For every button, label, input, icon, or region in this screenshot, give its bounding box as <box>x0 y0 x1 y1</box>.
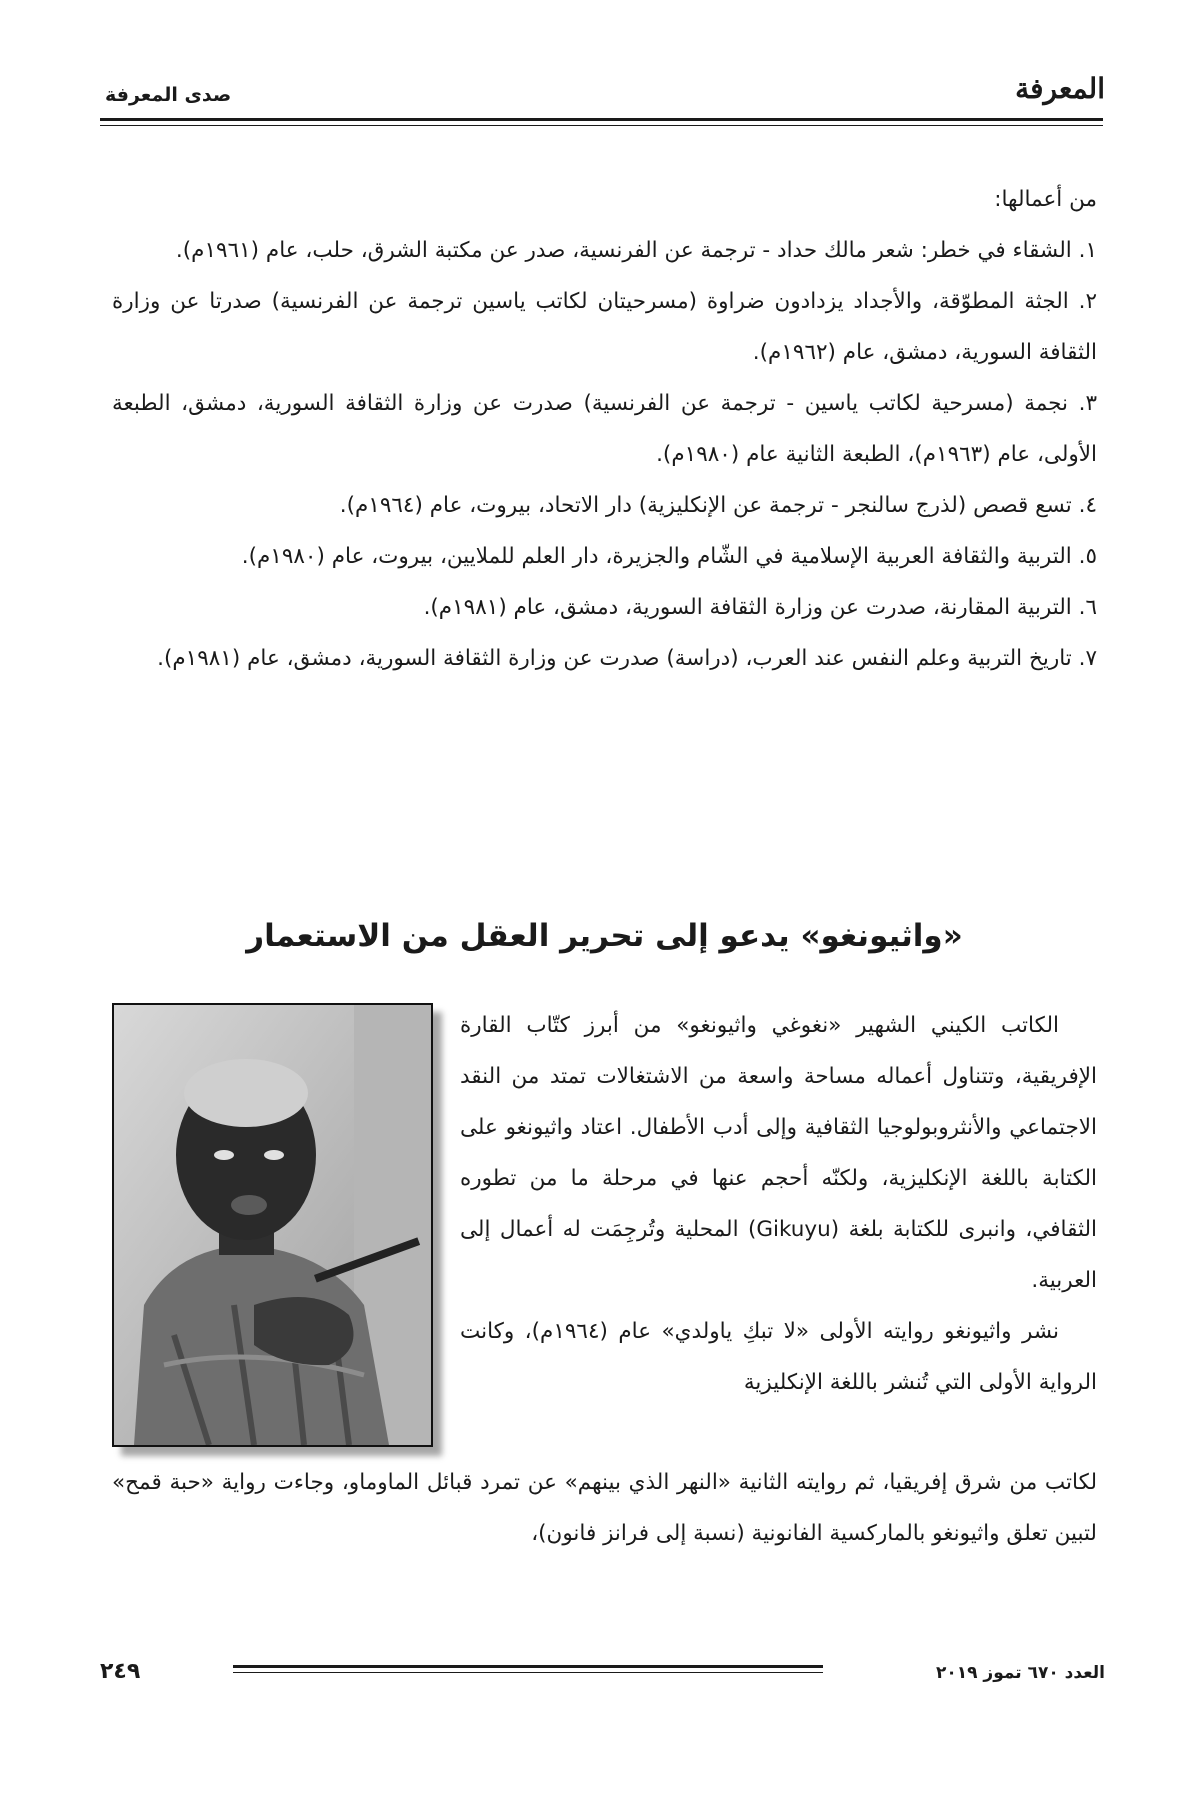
works-lead: من أعمالها: <box>994 187 1097 212</box>
magazine-logo: المعرفة <box>1015 72 1105 105</box>
footer-rule-thin <box>233 1672 823 1673</box>
section-title: صدى المعرفة <box>105 84 232 106</box>
work-item: ٤. تسع قصص (لذرج سالنجر - ترجمة عن الإنكليزية) دار الاتحاد، بيروت، عام (١٩٦٤م). <box>339 493 1097 518</box>
article-paragraph: الكاتب الكيني الشهير «نغوغي واثيونغو» من أبرز كتّاب القارة الإفريقية، وتتناول أعماله مساحة واسعة من الاشتغالات تمتد من النقد الاجتماعي والأنثروبولوجيا الثقافية وإلى أدب الأطفال. اعتاد واثيونغو على الكتابة باللغة الإنكليزية، ولكنّه أحجم عنها في مرحلة ما من تطوره الثقافي، وانبرى للكتابة بلغة (Gikuyu) المحلية وتُرجِمَت له أعمال إلى العربية. <box>460 1013 1097 1293</box>
work-item: ٢. الجثة المطوّقة، والأجداد يزدادون ضراوة (مسرحيتان لكاتب ياسين ترجمة عن الفرنسية) صدرتا عن وزارة الثقافة السورية، دمشق، عام (١٩٦٢م). <box>112 289 1097 365</box>
author-photo-illustration <box>114 1005 431 1445</box>
issue-info: العدد ٦٧٠ تموز ٢٠١٩ <box>936 1663 1105 1683</box>
footer-rule <box>233 1665 823 1668</box>
article-body-top <box>460 1000 1097 1408</box>
work-item: ٣. نجمة (مسرحية لكاتب ياسين - ترجمة عن الفرنسية) صدرت عن وزارة الثقافة السورية، دمشق، الطبعة الأولى، عام (١٩٦٣م)، الطبعة الثانية عام (١٩٨٠م). <box>112 391 1097 467</box>
work-item: ١. الشقاء في خطر: شعر مالك حداد - ترجمة عن الفرنسية، صدر عن مكتبة الشرق، حلب، عام (١٩٦١م). <box>175 238 1097 263</box>
article-title: «واثيونغو» يدعو إلى تحرير العقل من الاستعمار <box>246 918 963 954</box>
works-section <box>112 174 1097 684</box>
work-item: ٧. تاريخ التربية وعلم النفس عند العرب، (دراسة) صدرت عن وزارة الثقافة السورية، دمشق، عام (١٩٨١م). <box>157 646 1097 671</box>
page-number: ٢٤٩ <box>100 1659 141 1684</box>
work-item: ٥. التربية والثقافة العربية الإسلامية في الشّام والجزيرة، دار العلم للملايين، بيروت، عام (١٩٨٠م). <box>241 544 1097 569</box>
header-rule <box>100 118 1103 121</box>
author-photo <box>112 1003 433 1447</box>
header-rule-thin <box>100 125 1103 126</box>
article-paragraph: نشر واثيونغو روايته الأولى «لا تبكِ ياولدي» عام (١٩٦٤م)، وكانت الرواية الأولى التي تُنشر باللغة الإنكليزية <box>460 1319 1097 1395</box>
works-list <box>112 225 1097 684</box>
article-paragraph-continued: لكاتب من شرق إفريقيا، ثم روايته الثانية «النهر الذي بينهم» عن تمرد قبائل الماوماو، وجاءت رواية «حبة قمح» لتبين تعلق واثيونغو بالماركسية الفانونية (نسبة إلى فرانز فانون)، <box>112 1470 1097 1546</box>
work-item: ٦. التربية المقارنة، صدرت عن وزارة الثقافة السورية، دمشق، عام (١٩٨١م). <box>423 595 1097 620</box>
article-body-bottom <box>112 1457 1097 1559</box>
